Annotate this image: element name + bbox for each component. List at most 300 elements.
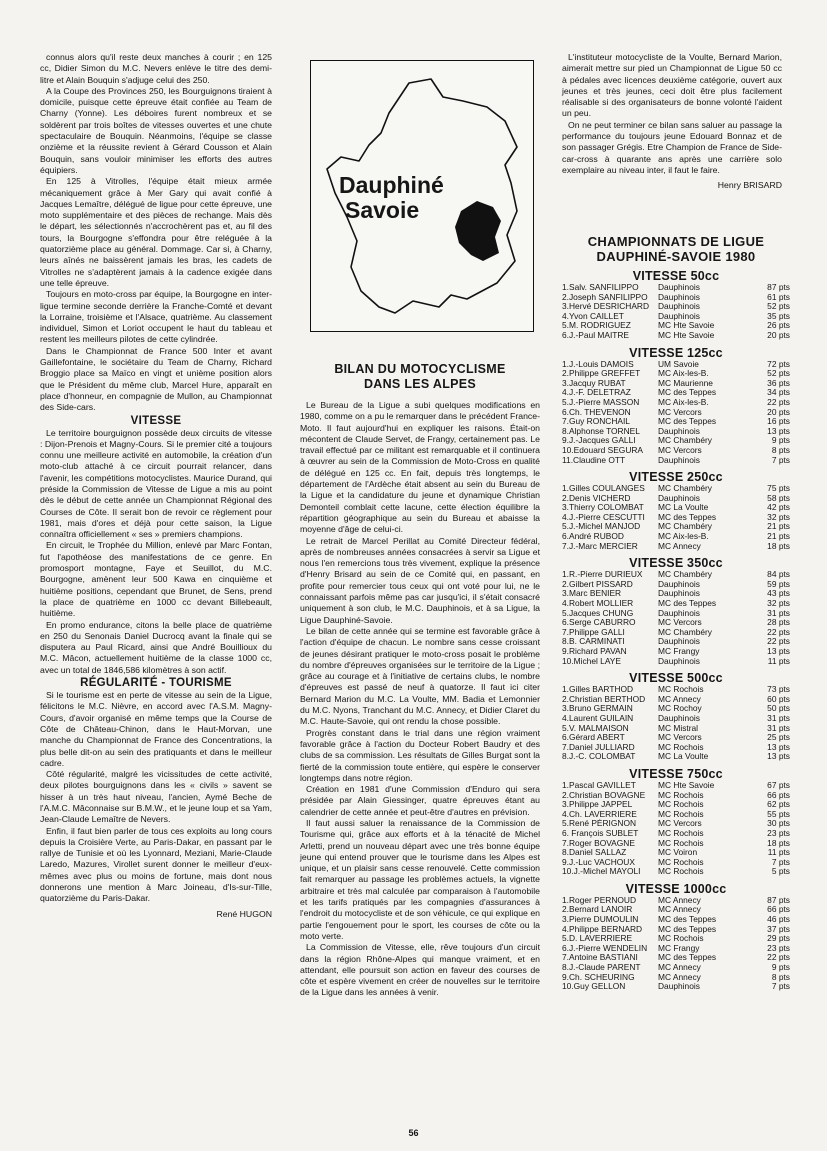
result-row — [562, 982, 790, 992]
regularite-paragraph: Côté régularité, malgré les vicissitudes de cette activité, deux pilotes bourguignons dans les « civils » savent se hisser à un très haut niveau, l'ancien, Aymé Beche de l'A.M.C. Mâconnaise sur B.M.W., et le jeune loup et sa Yam, Jean-Claude Lemaître de Nevers. — [40, 769, 272, 825]
category-title: VITESSE 1000cc — [625, 881, 727, 896]
result-row — [562, 599, 790, 609]
club-name: MC Vercors — [658, 407, 702, 417]
points: 9 pts — [771, 435, 790, 446]
club-name: MC Vercors — [658, 819, 702, 829]
rider-name: 1.Salv. SANFILIPPO — [562, 283, 639, 292]
points: 61 pts — [767, 291, 790, 302]
rider-name: 7.Antoine BASTIANI — [562, 953, 638, 963]
middle-column — [300, 362, 540, 999]
result-row — [562, 408, 790, 418]
result-row — [562, 973, 790, 983]
middle-paragraphs — [300, 400, 540, 999]
club-name: MC Annecy — [658, 541, 701, 551]
rider-name: 3.Hervé DESRICHARD — [562, 302, 650, 312]
rider-name: 1.J.-Louis DAMOIS — [562, 359, 634, 369]
rider-name: 10.Michel LAYE — [562, 656, 621, 666]
points: 36 pts — [767, 377, 790, 388]
rider-name: 4.Yvon CAILLET — [562, 311, 624, 321]
rider-name: 2.Christian BOVAGNE — [562, 790, 646, 800]
club-name: Dauphinois — [658, 302, 700, 312]
points: 13 pts — [767, 425, 790, 436]
result-row — [562, 580, 790, 590]
rider-name: 7.Guy RONCHAIL — [562, 417, 630, 427]
result-row — [562, 388, 790, 398]
rider-name: 4.J.-F. DELETRAZ — [562, 388, 631, 398]
points: 21 pts — [767, 531, 790, 542]
rider-name: 2.Denis VICHERD — [562, 493, 631, 503]
left-intro-paragraph: Toujours en moto-cross par équipe, la Bourgogne en inter-ligue termine seconde derrière la Franche-Comté et devant la Lorraine, troisième et l'Alsace, quatrième. Au classement individuel, Simon et Loriot occupent le haut du tableau et restent les meilleurs pilotes de cette cylindrée. — [40, 289, 272, 345]
rider-name: 4.Robert MOLLIER — [562, 599, 634, 609]
club-name: MC Vercors — [658, 733, 702, 743]
points: 31 pts — [767, 712, 790, 723]
vitesse-paragraph: En circuit, le Trophée du Million, enlevé par Marc Fontan, fut l'apothéose des manifestations de ce genre. En promosport montagne, Faye et Seuillot, du M.C. Bourgogne, amènent leur 500 Kawa en cinquième et huitième positions, cependant que Brunet, de Sens, prend la place de quatrième en 1000 cc devant Billebeault, huitième. — [40, 540, 272, 619]
club-name: Dauphinois — [658, 713, 700, 723]
club-name: MC Hte Savoie — [658, 780, 715, 790]
result-row — [562, 934, 790, 944]
rider-name: 6.Serge CABURRO — [562, 618, 636, 628]
points: 46 pts — [767, 914, 790, 925]
category-title: VITESSE 50cc — [632, 269, 720, 283]
club-name: MC Maurienne — [658, 378, 713, 388]
points: 8 pts — [771, 444, 790, 455]
regularite-paragraph: Enfin, il faut bien parler de tous ces exploits au long cours depuis la Croisière Verte, au Paris-Dakar, en passant par le rallye de Tunisie et où les Lyonnard, Meziani, Marie-Claude Laredo, Mazures, Virollet surent donner le meilleur d'eux-mêmes avec plus ou moins de fortune, mais dont nous donnerons une mention à Marc Joineau, d'Is-sur-Tille, quatorzième du Paris-Dakar. — [40, 825, 272, 904]
club-name: MC Rochois — [658, 809, 704, 819]
points: 35 pts — [767, 310, 790, 321]
points: 18 pts — [767, 837, 790, 848]
results-table — [562, 360, 790, 466]
club-name: MC Chambéry — [658, 484, 712, 494]
bilan-paragraph: Il faut aussi saluer la renaissance de la Commission de Tourisme qui, grâce aux efforts et à la ténacité de Michel Arletti, prend un nouveau départ avec une très bonne équipe jeune qui entend prouver que le tourisme dans les Alpes est unique, et un plaisir sans cesse renouvelé. Cette commission fait remarquer au passage les problèmes actuels, la vignette arbitraire et très mal calculée par comparaison à l'automobile et les tarifs pratiqués par les compagnies d'assurances à l'endroit du motocycliste et de son véhicule, ce qui explique en partie l'engouement pour le sport, les courses de côte ou la moto verte. — [300, 817, 540, 941]
club-name: Dauphinois — [658, 283, 700, 292]
right-intro-paragraph: On ne peut terminer ce bilan sans saluer au passage la performance du toujours jeune Edouard Bonnaz et de son passager Grégis. Etre Champion de France de Side-car-cross à quarante ans après une carrière solo exemplaire au niveau inter, il faut le faire. — [562, 119, 782, 175]
club-name: MC Annecy — [658, 905, 701, 915]
points: 30 pts — [767, 818, 790, 829]
points: 29 pts — [767, 933, 790, 944]
club-name: MC des Teppes — [658, 417, 717, 427]
rider-name: 8.Alphonse TORNEL — [562, 426, 640, 436]
results-table — [562, 781, 790, 877]
club-name: Dauphinois — [658, 493, 700, 503]
rider-name: 5.J.-Pierre MASSON — [562, 397, 640, 407]
points: 75 pts — [767, 483, 790, 494]
club-name: MC Vercors — [658, 618, 702, 628]
rider-name: 3.Marc BENIER — [562, 589, 622, 599]
vitesse-paragraphs — [40, 428, 272, 677]
points: 43 pts — [767, 588, 790, 599]
club-name: Dauphinois — [658, 608, 700, 618]
club-name: MC des Teppes — [658, 512, 717, 522]
club-name: MC Chambéry — [658, 570, 712, 580]
rider-name: 1.Gilles COULANGES — [562, 484, 645, 494]
rider-name: 4.J.-Pierre CESCUTTI — [562, 512, 645, 522]
points: 87 pts — [767, 894, 790, 905]
club-name: MC Vercors — [658, 445, 702, 455]
result-row — [562, 714, 790, 724]
club-name: Dauphinois — [658, 982, 700, 992]
club-name: MC Rochoy — [658, 704, 702, 714]
points: 22 pts — [767, 626, 790, 637]
result-row — [562, 704, 790, 714]
right-intro-column — [562, 52, 782, 192]
right-intro-paragraphs — [562, 52, 782, 176]
rider-name: 3.Philippe JAPPEL — [562, 800, 633, 810]
result-row — [562, 609, 790, 619]
points: 16 pts — [767, 416, 790, 427]
club-name: Dauphinois — [658, 292, 700, 302]
points: 42 pts — [767, 502, 790, 513]
points: 84 pts — [767, 569, 790, 580]
points: 32 pts — [767, 511, 790, 522]
rider-name: 9.J.-Luc VACHOUX — [562, 857, 635, 867]
points: 23 pts — [767, 827, 790, 838]
result-row — [562, 724, 790, 734]
club-name: MC Rochois — [658, 685, 704, 695]
page-number: 56 — [408, 1128, 419, 1138]
points: 31 pts — [767, 722, 790, 733]
results-table — [562, 570, 790, 666]
result-row — [562, 570, 790, 580]
result-row — [562, 867, 790, 877]
article-title-line1: BILAN DU MOTOCYCLISME — [334, 362, 506, 376]
result-row — [562, 321, 790, 331]
result-row — [562, 360, 790, 370]
result-row — [562, 695, 790, 705]
result-row — [562, 532, 790, 542]
rider-name: 10.Edouard SEGURA — [562, 445, 644, 455]
points: 22 pts — [767, 636, 790, 647]
points: 20 pts — [767, 329, 790, 340]
result-row — [562, 293, 790, 303]
rider-name: 10.J.-Michel MAYOLI — [562, 867, 641, 877]
club-name: MC Aix-les-B. — [658, 397, 709, 407]
rider-name: 5.D. LAVERRIERE — [562, 934, 633, 944]
club-name: MC des Teppes — [658, 388, 717, 398]
points: 23 pts — [767, 942, 790, 953]
map-title-line2: Savoie — [345, 197, 420, 223]
points: 50 pts — [767, 703, 790, 714]
result-row — [562, 647, 790, 657]
club-name: MC Aix-les-B. — [658, 532, 709, 542]
result-row — [562, 858, 790, 868]
club-name: MC Voiron — [658, 848, 698, 858]
club-name: MC des Teppes — [658, 915, 717, 925]
result-row — [562, 953, 790, 963]
club-name: MC des Teppes — [658, 599, 717, 609]
points: 73 pts — [767, 684, 790, 695]
rider-name: 9.J.-Jacques GALLI — [562, 436, 636, 446]
rider-name: 2.Bernard LANOIR — [562, 905, 633, 915]
points: 8 pts — [771, 971, 790, 982]
result-row — [562, 839, 790, 849]
category-title: VITESSE 250cc — [629, 470, 723, 485]
rider-name: 6.Gérard ABERT — [562, 733, 625, 743]
rider-name: 4.Laurent GUILAIN — [562, 713, 634, 723]
club-name: MC des Teppes — [658, 924, 717, 934]
rider-name: 2.Philippe GREFFET — [562, 369, 641, 379]
rider-name: 5.V. MALMAISON — [562, 723, 629, 733]
club-name: MC Annecy — [658, 694, 701, 704]
category-list — [562, 269, 790, 992]
result-row — [562, 427, 790, 437]
club-name: Dauphinois — [658, 637, 700, 647]
club-name: MC Hte Savoie — [658, 321, 715, 331]
club-name: Dauphinois — [658, 426, 700, 436]
rider-name: 8.B. CARMINATI — [562, 637, 625, 647]
club-name: MC Chambéry — [658, 436, 712, 446]
championship-title-line2: DAUPHINÉ-SAVOIE 1980 — [596, 249, 756, 264]
rider-name: 7.Daniel JULLIARD — [562, 742, 635, 752]
result-row — [562, 637, 790, 647]
points: 52 pts — [767, 301, 790, 312]
points: 21 pts — [767, 521, 790, 532]
points: 58 pts — [767, 492, 790, 503]
points: 22 pts — [767, 396, 790, 407]
result-row — [562, 896, 790, 906]
club-name: Dauphinois — [658, 579, 700, 589]
points: 37 pts — [767, 923, 790, 934]
left-intro-paragraph: connus alors qu'il reste deux manches à courir ; en 125 cc, Didier Simon du M.C. Nevers enlève le titre des demi-litre et Alain Bouquin s'adjuge celui des 250. — [40, 52, 272, 85]
result-row — [562, 781, 790, 791]
rider-name: 1.Pascal GAVILLET — [562, 780, 636, 790]
club-name: MC Rochois — [658, 800, 704, 810]
club-name: Dauphinois — [658, 589, 700, 599]
club-name: MC Aix-les-B. — [658, 369, 709, 379]
bilan-paragraph: Le bilan de cette année qui se termine est favorable grâce à l'action d'équipe de chacun. Le nombre sans cesse croissant de jeunes désirant pratiquer le moto-cross posait le problème du nombre d'épreuves organisées sur le territoire de la Ligue ; grâce au courage et à l'initiative de certains clubs, le nombre d'épreuves est passé de neuf à quatorze. Il faut ici citer Bernard Marion du M.C. La Voulte, MM. Badia et Lemonnier du M.C. Nyons, Tranchant du M.C. Annecy, et Didier Claret du M.C. Haute-Savoie, qui ont rendu la chose possible. — [300, 625, 540, 727]
left-intro-paragraph: Dans le Championnat de France 500 Inter et avant Gaillefontaine, le sociétaire du Team de Charny, Richard Broggio place sa Maïco en vingt et unième position alors que le Président du même club, Marcel Hure, apparaît en place d'honneur, en compagnie de Mullon, au Championnat des Side-cars. — [40, 345, 272, 413]
rider-name: 6.André RUBOD — [562, 532, 624, 542]
points: 55 pts — [767, 808, 790, 819]
result-row — [562, 379, 790, 389]
result-row — [562, 848, 790, 858]
club-name: MC Rochois — [658, 828, 704, 838]
rider-name: 1.R.-Pierre DURIEUX — [562, 570, 643, 580]
points: 31 pts — [767, 607, 790, 618]
results-table — [562, 484, 790, 551]
club-name: MC Frangy — [658, 943, 700, 953]
rider-name: 5.J.-Michel MANJOD — [562, 522, 641, 532]
rider-name: 8.J.-C. COLOMBAT — [562, 752, 636, 762]
bilan-paragraph: Progrès constant dans le trial dans une région vraiment favorable grâce à l'action du Docteur Robert Baudry et des clubs de sa commission. Les résultats de Gilles Burgat sont la fierté de la commission toute entière, qui espère le conserver longtemps dans notre région. — [300, 727, 540, 783]
vitesse-paragraph: En promo endurance, citons la belle place de quatrième en 250 du Senonais Daniel Ducrocq avant la finale qui se disputera au Paul Ricard, ainsi que André Bouillioux du M.C. Mâcon, actuellement huitième de la classe 1000 cc, avec un total de 1846,586 kilomètres à son actif. — [40, 619, 272, 675]
left-column — [40, 52, 272, 920]
club-name: MC Rochois — [658, 742, 704, 752]
points: 34 pts — [767, 387, 790, 398]
region-map-graphic — [310, 60, 534, 332]
points: 66 pts — [767, 904, 790, 915]
result-row — [562, 800, 790, 810]
result-row — [562, 743, 790, 753]
results-table — [562, 896, 790, 992]
result-row — [562, 369, 790, 379]
right-signature: Henry BRISARD — [717, 180, 782, 191]
bilan-paragraph: Création en 1981 d'une Commission d'Enduro qui sera présidée par Alain Giessinger, quatre épreuves étant au calendrier de cette année et peut-être d'autres en prévision. — [300, 784, 540, 817]
result-row — [562, 542, 790, 552]
results-table — [562, 685, 790, 762]
points: 87 pts — [767, 282, 790, 292]
club-name: MC Rochois — [658, 790, 704, 800]
points: 7 pts — [771, 856, 790, 867]
club-name: MC La Voulte — [658, 503, 709, 513]
result-row — [562, 628, 790, 638]
club-name: MC Frangy — [658, 647, 700, 656]
bilan-paragraph: Le Bureau de la Ligue a subi quelques modifications en 1980, comme on a pu le remarquer dans le précédent France-Moto. Il faut aujourd'hui en expliquer les raisons. Était-on mécontent de Claude Servet, de Frangy, certainement pas. Le travail effectué par ce militant est remarquable et il continuera à œuvrer au sein de la Commission de Moto-Cross en qualité de délégué en 125 cc. En fait, depuis très longtemps, le département de l'Ardèche était absent au sein du Bureau de la Ligue et la candidature du jeune et dynamique Christian Demonteil comblait cette lacune, cette élection équilibre la répartition géographique au sein du Bureau et abaisse la moyenne d'âge de celui-ci. — [300, 400, 540, 535]
category-title: VITESSE 750cc — [629, 766, 723, 781]
points: 11 pts — [767, 655, 790, 666]
result-row — [562, 925, 790, 935]
result-row — [562, 819, 790, 829]
club-name: Dauphinois — [658, 455, 700, 465]
result-row — [562, 456, 790, 466]
rider-name: 3.Bruno GERMAIN — [562, 704, 633, 714]
result-row — [562, 513, 790, 523]
points: 13 pts — [767, 741, 790, 752]
club-name: MC Chambéry — [658, 627, 712, 637]
left-intro-paragraph: A la Coupe des Provinces 250, les Bourguignons tiraient à domicile, puisque cette épreuve était confiée au Team de Charny (Yonne). Les déboires furent nombreux et se soldèrent par trois boîtes de vitesses ouvertes et une chute spectaculaire de Bouquin. Néanmoins, l'équipe se classe onzième et la réussite revient à Gérard Cousson et Alain Bouquin, sans vouloir minimiser les efforts des autres équipiers. — [40, 85, 272, 175]
points: 72 pts — [767, 358, 790, 369]
points: 67 pts — [767, 779, 790, 790]
result-row — [562, 963, 790, 973]
club-name: MC Rochois — [658, 934, 704, 944]
left-signature: René HUGON — [216, 908, 272, 919]
club-name: MC Rochois — [658, 857, 704, 867]
result-row — [562, 618, 790, 628]
category-title: VITESSE 500cc — [629, 671, 723, 686]
vitesse-heading: VITESSE — [130, 414, 182, 427]
result-row — [562, 752, 790, 762]
points: 5 pts — [771, 866, 790, 877]
rider-name: 2.Gilbert PISSARD — [562, 579, 633, 589]
category-title: VITESSE 125cc — [629, 345, 723, 360]
championship-results — [562, 234, 790, 992]
rider-name: 3.Jacquy RUBAT — [562, 378, 626, 388]
points: 20 pts — [767, 406, 790, 417]
points: 13 pts — [767, 646, 790, 656]
club-name: Dauphinois — [658, 311, 700, 321]
rider-name: 7.J.-Marc MERCIER — [562, 541, 638, 551]
result-row — [562, 915, 790, 925]
points: 7 pts — [771, 981, 790, 992]
club-name: MC Rochois — [658, 867, 704, 877]
regularite-paragraph: Si le tourisme est en perte de vitesse au sein de la Ligue, félicitons le M.C. Nièvre, en accord avec l'A.S.M. Magny-Cours, d'avoir organisé en même temps que la Course de Côte de Château-Chinon, dans le Haut-Morvan, une manche du Championnat de France des Concentrations, la plus belle dit-on au sein des pratiquants et dans le meilleur cadre. — [40, 690, 272, 768]
club-name: MC La Voulte — [658, 752, 709, 762]
club-name: UM Savoie — [658, 359, 699, 369]
points: 22 pts — [767, 952, 790, 963]
club-name: MC Annecy — [658, 972, 701, 982]
points: 52 pts — [767, 368, 790, 379]
rider-name: 7.Roger BOVAGNE — [562, 838, 635, 848]
rider-name: 10.Guy GELLON — [562, 982, 626, 992]
club-name: MC des Teppes — [658, 953, 717, 963]
right-intro-paragraph: L'instituteur motocycliste de la Voulte, Bernard Marion, aimerait mettre sur pied un Championnat de Ligue 50 cc à pédales avec licences deuxième catégorie, ouvert aux jeunes et très jeunes, ceci doit être plus facilement réalisable si des organisateurs de bonne volonté l'aident un peu. — [562, 52, 782, 119]
rider-name: 5.Jacques CHUNG — [562, 608, 634, 618]
points: 59 pts — [767, 578, 790, 589]
result-row — [562, 436, 790, 446]
result-row — [562, 417, 790, 427]
category-title: VITESSE 350cc — [629, 556, 723, 571]
result-row — [562, 494, 790, 504]
result-row — [562, 503, 790, 513]
map-title-line1: Dauphiné — [339, 172, 444, 198]
rider-name: 8.J.-Claude PARENT — [562, 963, 641, 973]
result-row — [562, 944, 790, 954]
rider-name: 6.Ch. THEVENON — [562, 407, 631, 417]
rider-name: 1.Gilles BARTHOD — [562, 685, 634, 695]
club-name: Dauphinois — [658, 656, 700, 666]
left-intro-paragraph: En 125 à Vitrolles, l'équipe était mieux armée mécaniquement grâce à Mer Gary qui avait confié à Jacques Lemaître, délégué de ligue pour cette épreuve, une moto supplémentaire et des pièces de rechange. Mais dès le départ, les sélectionnés n'accrochèrent pas et, au fil des tours, la Bourgogne s'effondra pour être reléguée à la quatorzième place au général. Dommage. Car si, à Charny, leurs aînés ne baissèrent jamais les bras, les cadets de Vitrolles ne s'adaptèrent jamais à la cadence exigée dans une telle épreuve. — [40, 176, 272, 288]
rider-name: 2.Joseph SANFILIPPO — [562, 292, 648, 302]
rider-name: 4.Ch. LAVERRIERE — [562, 809, 637, 819]
rider-name: 9.Richard PAVAN — [562, 647, 627, 656]
result-row — [562, 484, 790, 494]
regularite-paragraphs — [40, 690, 272, 905]
bilan-paragraph: La Commission de Vitesse, elle, rêve toujours d'un circuit dans la région Rhône-Alpes qui manque vraiment, et en attendant, elle poursuit son action en faveur des courses de côte et espère vivement en créer de nouvelles sur le territoire de la Ligue dans les années à venir. — [300, 942, 540, 998]
rider-name: 1.Roger PERNOUD — [562, 895, 637, 905]
points: 66 pts — [767, 789, 790, 800]
club-name: MC Hte Savoie — [658, 330, 715, 340]
points: 13 pts — [767, 751, 790, 762]
rider-name: 3.Thierry COLOMBAT — [562, 503, 644, 513]
points: 9 pts — [771, 962, 790, 973]
rider-name: 4.Philippe BERNARD — [562, 924, 643, 934]
result-row — [562, 589, 790, 599]
points: 60 pts — [767, 693, 790, 704]
result-row — [562, 733, 790, 743]
rider-name: 3.Pierre DUMOULIN — [562, 915, 639, 925]
results-table — [562, 283, 790, 341]
result-row — [562, 657, 790, 667]
rider-name: 8.Daniel SALLAZ — [562, 848, 627, 858]
points: 26 pts — [767, 320, 790, 331]
result-row — [562, 283, 790, 293]
points: 11 pts — [767, 847, 790, 858]
rider-name: 5.René PÉRIGNON — [562, 819, 637, 829]
championship-title-line1: CHAMPIONNATS DE LIGUE — [587, 234, 765, 249]
result-row — [562, 312, 790, 322]
rider-name: 9.Ch. SCHEURING — [562, 972, 635, 982]
points: 32 pts — [767, 598, 790, 609]
club-name: MC Annecy — [658, 895, 701, 905]
points: 7 pts — [771, 454, 790, 465]
result-row — [562, 446, 790, 456]
bilan-paragraph: Le retrait de Marcel Perillat au Comité Directeur fédéral, après de nombreuses années consacrées à servir sa Ligue et nous l'en remercions tous très vivement, explique la présence d'Henry Brisard au sein de ce Comité qui, en passant, en profite pour remercier tous ceux qui ont voté pour lui, ne le connaissant parfois même pas car jusqu'ici, il s'était consacré uniquement à son club, le M.C. Dauphinois, et à sa Ligue, la Ligue Dauphiné-Savoie. — [300, 535, 540, 625]
rider-name: 5.M. RODRIGUEZ — [562, 321, 631, 331]
result-row — [562, 810, 790, 820]
result-row — [562, 331, 790, 341]
result-row — [562, 302, 790, 312]
article-title-line2: DANS LES ALPES — [363, 377, 477, 391]
club-name: MC Chambéry — [658, 522, 712, 532]
rider-name: 2.Christian BERTHOD — [562, 694, 646, 704]
points: 62 pts — [767, 799, 790, 810]
club-name: MC Mistral — [658, 723, 699, 733]
championship-title — [562, 234, 790, 264]
regularite-heading: RÉGULARITÉ - TOURISME — [80, 677, 232, 690]
rider-name: 6.J.-Pierre WENDELIN — [562, 943, 648, 953]
left-intro-paragraphs — [40, 52, 272, 414]
club-name: MC Annecy — [658, 963, 701, 973]
result-row — [562, 829, 790, 839]
club-name: MC Rochois — [658, 838, 704, 848]
result-row — [562, 905, 790, 915]
points: 25 pts — [767, 732, 790, 743]
rider-name: 6.J.-Paul MAITRE — [562, 330, 630, 340]
vitesse-paragraph: Le territoire bourguignon possède deux circuits de vitesse : Dijon-Prenois et Magny-Cours. Si le premier cité a toujours connu une meilleure activité en automobile, la création d'un moto-club attaché à ce circuit pourrait relancer, dans l'avenir, les compétitions motocyclistes. Maurice Durand, qui préside la Commission de Vitesse de Ligue a mis au point dès le début de cette année un Championnat Régional des Courses de Côte. Il serait bon de revoir ce règlement pour 1981, mais d'ores et déjà pour cette saison, la Ligue connaîtra officiellement « ses » premiers champions. — [40, 427, 272, 540]
result-row — [562, 398, 790, 408]
points: 18 pts — [767, 540, 790, 551]
rider-name: 11.Claudine OTT — [562, 455, 626, 465]
result-row — [562, 522, 790, 532]
